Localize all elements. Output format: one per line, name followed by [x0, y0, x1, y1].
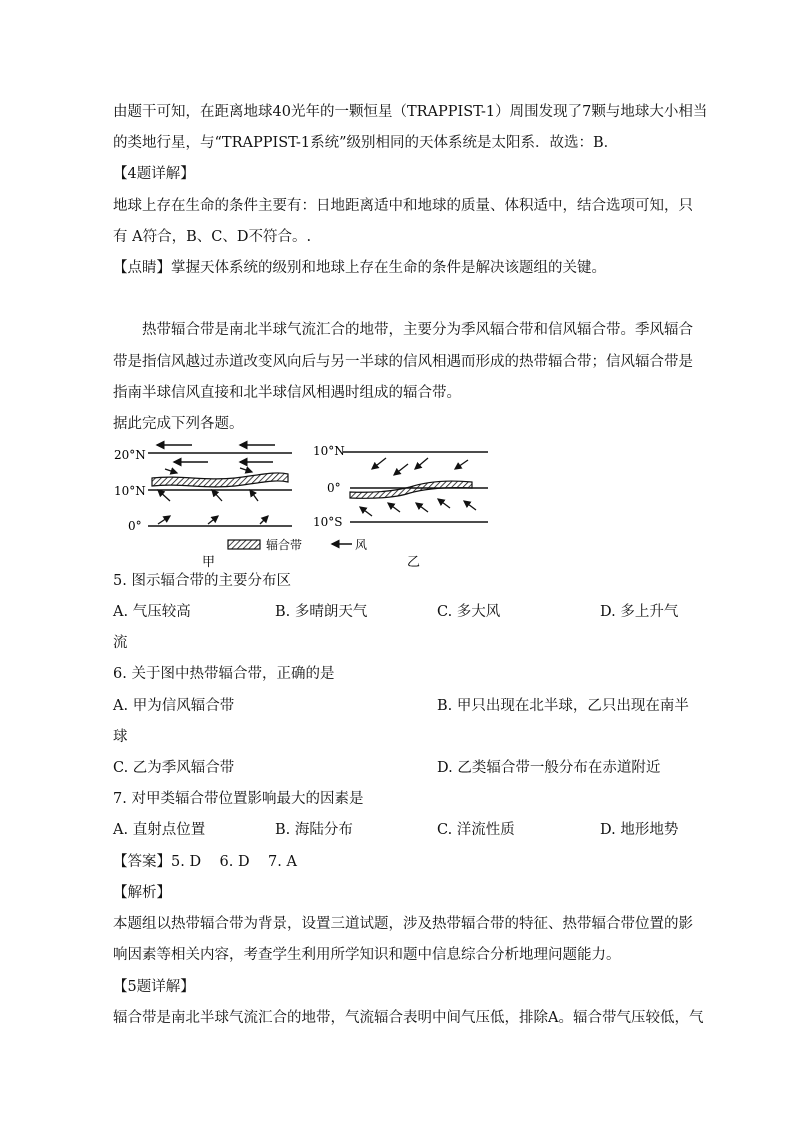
yi-lat-0: 0°	[327, 481, 341, 495]
q4-detail-line-1: 地球上存在生命的条件主要有：日地距离适中和地球的质量、体积适中，结合选项可知，只	[113, 198, 693, 214]
q5-detail-heading: 【5题详解】	[113, 979, 195, 995]
intro-line-3: 指南半球信风直接和北半球信风相遇时组成的辐合带。	[113, 385, 461, 401]
answer-line: 【答案】5. D 6. D 7. A	[113, 854, 297, 870]
q6-option-c: C. 乙为季风辐合带	[113, 760, 235, 776]
prev-answer-line-1: 由题干可知，在距离地球40光年的一颗恒星（TRAPPIST-1）周围发现了7颗与地球大小相当	[113, 104, 708, 120]
q6-option-b-cont: 球	[113, 729, 128, 745]
yi-lat-10s: 10°S	[313, 515, 343, 529]
q6-option-a: A. 甲为信风辐合带	[113, 698, 235, 714]
legend-wind-label: 风	[355, 538, 368, 552]
intro-line-4: 据此完成下列各题。	[113, 416, 244, 432]
jia-label: 甲	[202, 555, 216, 568]
q6-option-d: D. 乙类辐合带一般分布在赤道附近	[437, 760, 661, 776]
q5-option-d-cont: 流	[113, 635, 128, 651]
yi-convergence-belt	[350, 481, 472, 498]
q4-detail-line-2: 有 A符合，B、C、D不符合。.	[113, 229, 312, 245]
tip-line: 【点睛】掌握天体系统的级别和地球上存在生命的条件是解决该题组的关键。	[113, 260, 606, 276]
intro-line-2: 带是指信风越过赤道改变风向后与另一半球的信风相遇而形成的热带辐合带；信风辐合带是	[113, 354, 693, 370]
q5-detail-line-1: 辐合带是南北半球气流汇合的地带，气流辐合表明中间气压低，排除A。辐合带气压较低，气	[113, 1010, 704, 1026]
q5-option-a: A. 气压较高	[113, 604, 191, 620]
jia-lat-20n: 20°N	[114, 448, 146, 462]
yi-label: 乙	[407, 555, 421, 568]
q7-option-c: C. 洋流性质	[437, 822, 515, 838]
yi-lat-10n: 10°N	[313, 444, 345, 458]
q4-detail-heading: 【4题详解】	[113, 166, 195, 182]
q7-stem: 7. 对甲类辐合带位置影响最大的因素是	[113, 791, 364, 807]
q5-option-d: D. 多上升气	[600, 604, 679, 620]
legend-belt-label: 辐合带	[266, 538, 303, 552]
diagram-yi	[313, 444, 488, 568]
q7-option-d: D. 地形地势	[600, 822, 679, 838]
analysis-line-1: 本题组以热带辐合带为背景，设置三道试题，涉及热带辐合带的特征、热带辐合带位置的影	[113, 916, 693, 932]
analysis-line-2: 响因素等相关内容，考查学生利用所学知识和题中信息综合分析地理问题能力。	[113, 947, 621, 963]
q5-stem: 5. 图示辐合带的主要分布区	[113, 573, 291, 589]
intro-line-1: 热带辐合带是南北半球气流汇合的地带，主要分为季风辐合带和信风辐合带。季风辐合	[142, 322, 693, 338]
jia-lat-0: 0°	[128, 519, 142, 533]
q6-option-b: B. 甲只出现在北半球，乙只出现在南半	[437, 698, 689, 714]
q7-option-b: B. 海陆分布	[275, 822, 353, 838]
jia-convergence-belt	[152, 473, 288, 487]
analysis-heading: 【解析】	[113, 885, 171, 901]
q5-option-c: C. 多大风	[437, 604, 501, 620]
convergence-zone-figure	[110, 438, 500, 568]
jia-lat-10n: 10°N	[114, 484, 146, 498]
q7-option-a: A. 直射点位置	[113, 822, 206, 838]
legend-belt-swatch	[228, 540, 260, 549]
legend	[228, 537, 367, 552]
q5-option-b: B. 多晴朗天气	[275, 604, 368, 620]
prev-answer-line-2: 的类地行星，与“TRAPPIST-1系统”级别相同的天体系统是太阳系．故选：B．	[113, 135, 619, 151]
q6-stem: 6. 关于图中热带辐合带，正确的是	[113, 666, 335, 682]
